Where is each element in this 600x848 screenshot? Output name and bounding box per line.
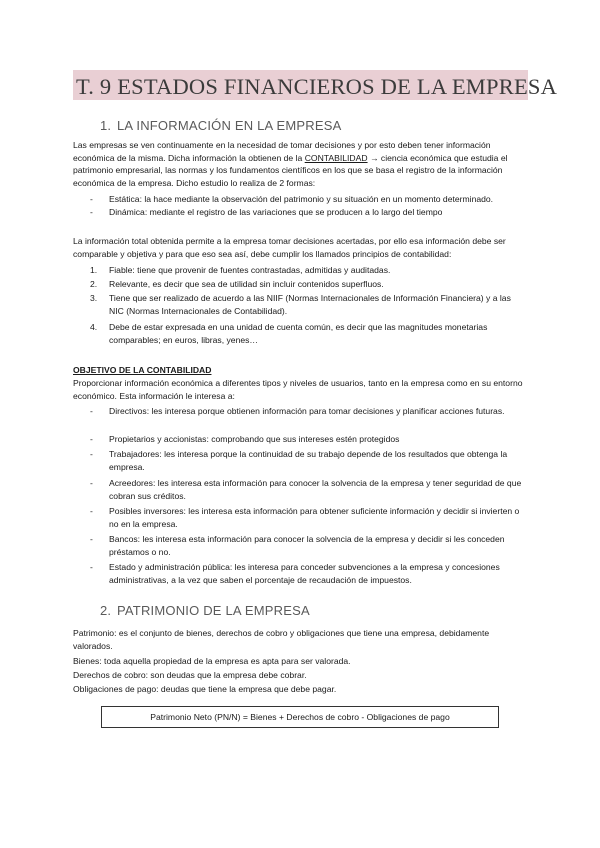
- bullet-marker: -: [90, 207, 93, 217]
- bullet-marker: -: [90, 562, 93, 572]
- bullet-marker: -: [90, 449, 93, 459]
- user-item: Acreedores: les interesa esta información para conocer la solvencia de la empresa y tener seguridad de que cobran sus créditos.: [109, 478, 522, 501]
- principle-number: 1.: [90, 265, 98, 275]
- bullet-marker: -: [90, 406, 93, 416]
- obligaciones-definition: Obligaciones de pago: deudas que tiene la empresa que debe pagar.: [73, 684, 337, 694]
- formula-box: [101, 706, 499, 728]
- section-heading-1: [100, 118, 342, 133]
- objective-heading: OBJETIVO DE LA CONTABILIDAD: [73, 365, 212, 375]
- derechos-definition: Derechos de cobro: son deudas que la empresa debe cobrar.: [73, 670, 307, 680]
- intro-post: → ciencia económica que estudia el patrimonio empresarial, las normas y los fundamentos científicos en los que se basa el registro de la información económica de la empresa. Dicho estudio lo realiza de 2 formas:: [73, 152, 508, 188]
- section-number: 2.: [100, 603, 112, 618]
- intro-paragraph: [73, 139, 528, 189]
- user-item: Directivos: les interesa porque obtienen información para tomar decisiones y planificar acciones futuras.: [109, 406, 505, 416]
- user-item: Propietarios y accionistas: comprobando que sus intereses estén protegidos: [109, 434, 400, 444]
- user-item: Trabajadores: les interesa porque la continuidad de su trabajo depende de los resultados que obtenga la empresa.: [109, 449, 508, 472]
- principle-item: Fiable: tiene que provenir de fuentes contrastadas, admitidas y auditadas.: [109, 265, 391, 275]
- principle-number: 3.: [90, 293, 98, 303]
- principle-item: Tiene que ser realizado de acuerdo a las NIIF (Normas Internacionales de Información Financiera) y a las NIC (Normas Internacionales de Contabilidad).: [109, 293, 511, 316]
- bienes-definition: Bienes: toda aquella propiedad de la empresa es apta para ser valorada.: [73, 656, 351, 666]
- user-item: Posibles inversores: les interesa esta información para obtener suficiente información y decidir si invierten o no en la empresa.: [109, 506, 520, 529]
- intro-pre: Las empresas se ven continuamente en la necesidad de tomar decisiones y por esto deben tener información económica de la misma. Dicha información la obtienen de la: [73, 140, 491, 163]
- bullet-marker: -: [90, 506, 93, 516]
- principle-item: Relevante, es decir que sea de utilidad sin incluir contenidos superfluos.: [109, 279, 384, 289]
- page-title: T. 9 ESTADOS FINANCIEROS DE LA EMPRESA: [76, 74, 558, 99]
- principles-intro: La información total obtenida permite a la empresa tomar decisiones acertadas, por ello esa información debe ser comparable y objetiva y para que eso sea así, debe cumplir los llamados principios de contabilidad:: [73, 236, 506, 259]
- section-title: PATRIMONIO DE LA EMPRESA: [117, 603, 310, 618]
- form-item: Dinámica: mediante el registro de las variaciones que se producen a lo largo del tiempo: [109, 207, 443, 217]
- principle-item: Debe de estar expresada en una unidad de cuenta común, es decir que las magnitudes monetarias comparables; en euros, libras, yenes…: [109, 322, 488, 345]
- user-item: Estado y administración pública: les interesa para conceder subvenciones a la empresa y concesiones administrativas, a la vez que saben el porcentaje de recaudación de impuestos.: [109, 562, 500, 585]
- user-item: Bancos: les interesa esta información para conocer la solvencia de la empresa y decidir si les conceden préstamos o no.: [109, 534, 505, 557]
- form-item: Estática: la hace mediante la observación del patrimonio y su situación en un momento determinado.: [109, 194, 494, 204]
- section-number: 1.: [100, 118, 112, 133]
- formula-text: Patrimonio Neto (PN/N) = Bienes + Derechos de cobro - Obligaciones de pago: [150, 712, 450, 722]
- principle-number: 4.: [90, 322, 98, 332]
- principle-number: 2.: [90, 279, 98, 289]
- patrimonio-definition: Patrimonio: es el conjunto de bienes, derechos de cobro y obligaciones que tiene una empresa, debidamente valorados.: [73, 628, 490, 651]
- section-title: LA INFORMACIÓN EN LA EMPRESA: [117, 118, 342, 133]
- section-heading-2: [100, 603, 310, 618]
- bullet-marker: -: [90, 534, 93, 544]
- contabilidad-term: CONTABILIDAD: [304, 152, 368, 163]
- bullet-marker: -: [90, 194, 93, 204]
- objective-text: Proporcionar información económica a diferentes tipos y niveles de usuarios, tanto en la empresa como en su entorno económico. Esta información le interesa a:: [73, 378, 523, 401]
- bullet-marker: -: [90, 478, 93, 488]
- bullet-marker: -: [90, 434, 93, 444]
